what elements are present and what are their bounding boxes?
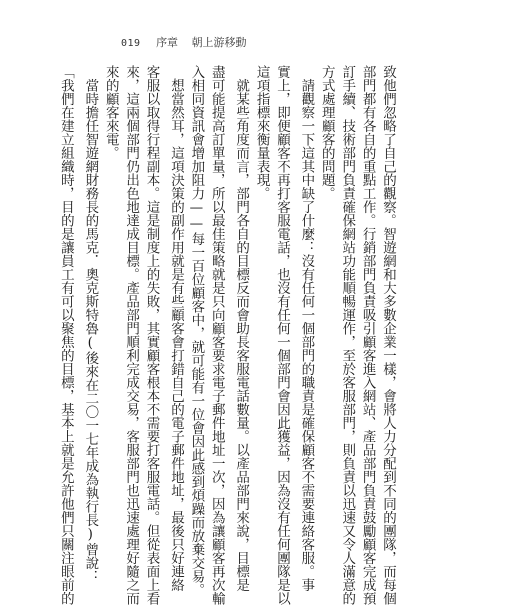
- text-column: 入相同資訊會增加阻力——每一百位顧客中，就可能有一位會因此感到煩躁而放棄交易。: [188, 65, 205, 597]
- text-column: 實上，即便顧客不再打客服電話，也沒有任何一個部門會因此獲益，因為沒有任何團隊是以: [273, 65, 290, 605]
- text-column: 部門都有各自的重點工作。行銷部門負責吸引顧客進入網站、產品部門負責鼓勵顧客完成預: [359, 65, 376, 605]
- text-column: 來，這兩個部門仍出色地達成目標。產品部門順利完成交易，客服部門也迅速處理好隨之而: [123, 65, 140, 605]
- section-title: 朝上游移動: [191, 36, 247, 49]
- text-column: 客服以取得行程副本。這是制度上的失敗，其實顧客根本不需要打客服電話。但從表面上看: [143, 65, 160, 605]
- text-column: 這項指標來衡量表現。: [253, 65, 270, 200]
- text-column: 當時擔任智遊網財務長的馬克．奧克斯特魯(後來在二〇一七年成為執行長)曾說：: [82, 65, 99, 583]
- page-number: 019: [121, 38, 141, 49]
- text-column: 就某些角度而言，部門各自的目標反而會助長客服電話數量。以產品部門來說，目標是: [233, 65, 250, 592]
- text-column: 方式處理顧客的問題。: [318, 65, 335, 200]
- text-column: 請觀察一下這其中缺了什麼：沒有任何一個部門的職責是確保顧客不需要連絡客服。事: [298, 65, 315, 592]
- text-column: 致他們忽略了自己的觀察。智遊網和大多數企業一樣，會將人力分配到不同的團隊，而每個: [380, 65, 396, 605]
- text-column: 「我們在建立組織時，目的是讓員工有可以聚焦的目標，基本上就是允許他們只關注眼前的: [57, 65, 74, 605]
- chapter-label: 序章: [156, 36, 179, 49]
- vertical-body-text: [56, 65, 399, 605]
- running-header: [121, 35, 247, 51]
- text-column: 盡可能提高訂單量，所以最佳策略就是只向顧客要求電子郵件地址一次，因為讓顧客再次輸: [208, 65, 225, 605]
- text-column: 想當然耳，這項決策的副作用就是有些顧客會打錯自己的電子郵件地址，最後只好連絡: [167, 65, 184, 592]
- text-column: 來的顧客來電。: [102, 65, 119, 160]
- text-column: 訂手續、技術部門負責確保網站功能順暢運作，至於客服部門，則負責以迅速又令人滿意的: [339, 65, 356, 605]
